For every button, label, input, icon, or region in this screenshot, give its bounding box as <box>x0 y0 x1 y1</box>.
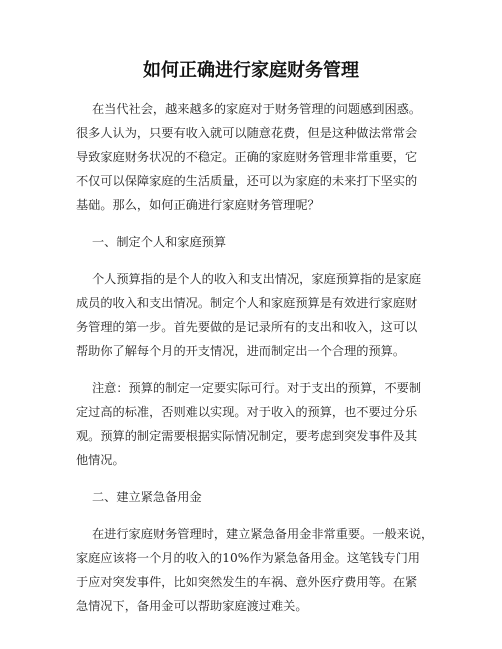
paragraph-2-line-2: 成员的收入和支出情况。制定个人和家庭预算是有效进行家庭财 <box>76 296 418 310</box>
paragraph-4-line-1: 在进行家庭财务管理时，建立紧急备用金非常重要。一般来说， <box>92 527 434 541</box>
paragraph-2-line-3: 务管理的第一步。首先要做的是记录所有的支出和收入，这可以 <box>76 320 418 334</box>
paragraph-1-line-5: 基础。那么，如何正确进行家庭财务管理呢？ <box>76 198 320 212</box>
paragraph-1-line-3: 导致家庭财务状况的不稳定。正确的家庭财务管理非常重要，它 <box>76 150 418 164</box>
paragraph-4-line-4: 急情况下，备用金可以帮助家庭渡过难关。 <box>76 599 308 613</box>
paragraph-2-line-4: 帮助你了解每个月的开支情况，进而制定出一个合理的预算。 <box>76 344 406 358</box>
document-title: 如何正确进行家庭财务管理 <box>143 60 359 81</box>
paragraph-4-line-3: 于应对突发事件，比如突然发生的车祸、意外医疗费用等。在紧 <box>76 575 418 589</box>
paragraph-3-line-3: 观。预算的制定需要根据实际情况制定，要考虑到突发事件及其 <box>76 429 418 443</box>
paragraph-2-line-1: 个人预算指的是个人的收入和支出情况，家庭预算指的是家庭 <box>92 272 422 286</box>
section-heading-2: 二、建立紧急备用金 <box>92 490 202 504</box>
paragraph-3-line-4: 他情况。 <box>76 453 125 467</box>
section-heading-1: 一、制定个人和家庭预算 <box>92 235 227 249</box>
paragraph-3-line-1: 注意：预算的制定一定要实际可行。对于支出的预算，不要制 <box>92 381 422 395</box>
paragraph-4-line-2: 家庭应该将一个月的收入的10%作为紧急备用金。这笔钱专门用 <box>76 551 420 565</box>
paragraph-3-line-2: 定过高的标准，否则难以实现。对于收入的预算，也不要过分乐 <box>76 405 418 419</box>
paragraph-1-line-4: 不仅可以保障家庭的生活质量，还可以为家庭的未来打下坚实的 <box>76 174 418 188</box>
paragraph-1-line-2: 很多人认为，只要有收入就可以随意花费，但是这种做法常常会 <box>76 126 418 140</box>
paragraph-1-line-1: 在当代社会，越来越多的家庭对于财务管理的问题感到困惑。 <box>92 102 422 116</box>
